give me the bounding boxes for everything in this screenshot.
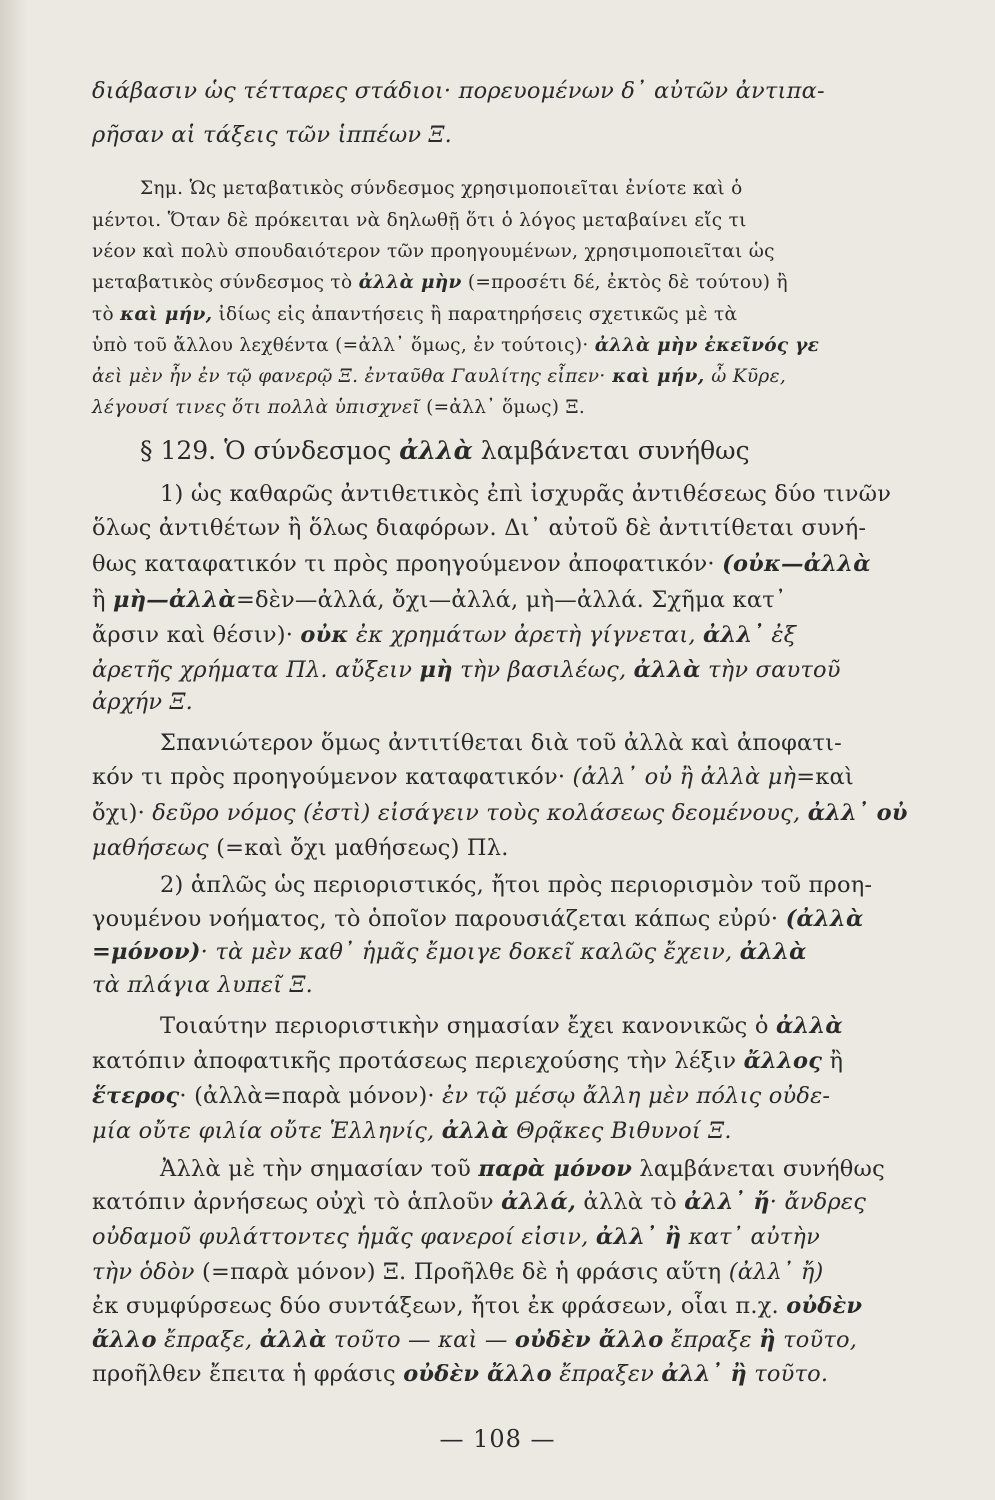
text-run: (=ἀλλ᾽ ὅμως) Ξ. bbox=[419, 397, 585, 418]
text-run: λέγουσί τινες ὅτι πολλὰ ὑπισχνεῖ bbox=[92, 397, 420, 418]
text-run: ὑπὸ τοῦ ἄλλου λεχθέντα (=ἀλλ᾽ ὅμως, ἐν τούτοις)· bbox=[92, 335, 595, 356]
emphasis: =μόνον) bbox=[92, 939, 201, 965]
text-run: κατόπιν ἀποφατικῆς προτάσεως περιεχούσης τὴν λέξιν bbox=[92, 1048, 744, 1074]
text-run: ἀλλὰ τὸ bbox=[576, 1189, 685, 1215]
emphasis: καὶ μήν, bbox=[120, 304, 213, 325]
text-run: ἐν τῷ μέσῳ ἄλλη μὲν πόλις οὐδε- bbox=[442, 1083, 831, 1109]
emphasis: οὐδὲν bbox=[786, 1293, 863, 1319]
emphasis: ἀλλὰ bbox=[259, 1327, 327, 1353]
text-run: μία οὔτε φιλία οὔτε Ἑλληνίς, bbox=[92, 1118, 442, 1144]
text-run: · τὰ μὲν καθ᾽ ἡμᾶς ἔμοιγε δοκεῖ καλῶς ἔχειν, bbox=[200, 939, 740, 965]
emphasis: ἀλλ᾽ ἢ bbox=[661, 1361, 747, 1387]
emphasis: οὐδὲν ἄλλο bbox=[514, 1327, 664, 1353]
emphasis: ἀλλὰ bbox=[399, 436, 473, 465]
text-run: ὄχι)· bbox=[92, 800, 153, 826]
text-line bbox=[92, 1048, 914, 1074]
text-line bbox=[92, 1327, 914, 1353]
text-line: Σπανιώτερον ὅμως ἀντιτίθεται διὰ τοῦ ἀλλὰ καὶ ἀποφατι- bbox=[160, 730, 842, 756]
text-line bbox=[92, 587, 914, 613]
text-run: ἀρετῆς χρήματα Πλ. bbox=[92, 657, 336, 683]
text-run: (ἀλλ᾽ ἤ) bbox=[728, 1259, 824, 1285]
note-line: νέον καὶ πολὺ σπουδαιότερον τῶν προηγουμένων, χρησιμοποιεῖται ὡς bbox=[92, 241, 775, 262]
section-number: § 129. bbox=[140, 436, 217, 465]
text-run: Ἀλλὰ μὲ τὴν σημασίαν τοῦ bbox=[160, 1156, 479, 1182]
emphasis: ἄλλος bbox=[743, 1048, 823, 1074]
text-run: Τοιαύτην περιοριστικὴν σημασίαν ἔχει κανονικῶς ὁ bbox=[160, 1013, 776, 1039]
emphasis: ἀλλὰ bbox=[775, 1013, 843, 1039]
text-run: (=προσέτι δέ, ἐκτὸς δὲ τούτου) ἢ bbox=[461, 272, 788, 293]
text-line bbox=[92, 657, 914, 683]
text-run: κατ᾽ αὐτὴν bbox=[681, 1224, 820, 1250]
text-run: =δὲν—ἀλλά, ὄχι—ἀλλά, μὴ—ἀλλά. Σχῆμα κατ᾽ bbox=[235, 587, 787, 613]
emphasis: ἀλλὰ μὴν bbox=[358, 272, 462, 293]
text-line: τὰ πλάγια λυπεῖ Ξ. bbox=[92, 972, 314, 998]
text-run: τὴν ὁδὸν bbox=[92, 1259, 195, 1285]
text-run: ἐκ χρημάτων ἀρετὴ γίγνεται, bbox=[348, 622, 704, 648]
text-run: τὴν σαυτοῦ bbox=[700, 657, 841, 683]
text-run: · ἄνδρες bbox=[769, 1189, 866, 1215]
text-run: θως καταφατικόν τι πρὸς προηγούμενον ἀποφατικόν· bbox=[92, 551, 723, 577]
text-run: αὔξειν bbox=[335, 657, 420, 683]
text-line: ρῆσαν αἱ τάξεις τῶν ἱππέων Ξ. bbox=[92, 122, 452, 148]
text-run: τοῦτο. bbox=[746, 1361, 829, 1387]
emphasis: ἀλλ᾽ οὐ bbox=[807, 800, 908, 826]
text-run: προῆλθεν ἔπειτα ἡ φράσις bbox=[92, 1361, 404, 1387]
text-run: (=παρὰ μόνον) Ξ. Προῆλθε δὲ ἡ φράσις αὕτη bbox=[194, 1259, 729, 1285]
emphasis: ἀλλ᾽ ἤ bbox=[684, 1189, 770, 1215]
text-run: ἔπραξε bbox=[663, 1327, 760, 1353]
text-line: ὅλως ἀντιθέτων ἢ ὅλως διαφόρων. Δι᾽ αὐτοῦ δὲ ἀντιτίθεται συνή- bbox=[92, 515, 867, 541]
text-line: διάβασιν ὡς τέτταρες στάδιοι· πορευομένων δ᾽ αὐτῶν ἀντιπα- bbox=[92, 78, 825, 104]
emphasis: μὴ bbox=[419, 657, 453, 683]
text-line bbox=[92, 551, 914, 577]
text-run: ἢ bbox=[822, 1048, 844, 1074]
section-heading bbox=[140, 436, 914, 465]
text-run: ἐνταῦθα Γαυλίτης εἶπεν· bbox=[364, 366, 606, 387]
text-run: κατόπιν ἀρνήσεως οὐχὶ τὸ ἁπλοῦν bbox=[92, 1189, 502, 1215]
text-run: τὴν βασιλέως, bbox=[452, 657, 634, 683]
note-line: Σημ. Ὡς μεταβατικὸς σύνδεσμος χρησιμοποιεῖται ἐνίοτε καὶ ὁ bbox=[140, 178, 743, 199]
text-run: ἔπραξε, bbox=[156, 1327, 260, 1353]
text-line bbox=[92, 1224, 914, 1250]
note-line: μέντοι. Ὅταν δὲ πρόκειται νὰ δηλωθῇ ὅτι ὁ λόγος μεταβαίνει εἴς τι bbox=[92, 210, 747, 231]
text-run: Θρᾷκες Βιθυνοί Ξ. bbox=[508, 1118, 732, 1144]
note-line bbox=[92, 272, 914, 293]
note-line bbox=[92, 397, 914, 418]
text-line bbox=[92, 1293, 914, 1319]
emphasis: παρὰ μόνον bbox=[478, 1156, 633, 1182]
note-line bbox=[92, 366, 914, 387]
text-line: ἀρχήν Ξ. bbox=[92, 689, 193, 715]
text-run: · (ἀλλὰ=παρὰ μόνον)· bbox=[179, 1083, 443, 1109]
note-line bbox=[92, 304, 914, 325]
text-line bbox=[92, 1189, 914, 1215]
text-run: ἔπραξεν bbox=[551, 1361, 662, 1387]
text-run: τοῦτο, bbox=[775, 1327, 858, 1353]
text-run: γουμένου νοήματος, τὸ ὁποῖον παρουσιάζεται κάπως εὐρύ· bbox=[92, 906, 786, 932]
emphasis: ἀλλὰ bbox=[739, 939, 807, 965]
text-line bbox=[92, 1118, 914, 1144]
text-run: μεταβατικὸς σύνδεσμος τὸ bbox=[92, 272, 359, 293]
note-line bbox=[92, 335, 914, 356]
emphasis: μὴ—ἀλλὰ bbox=[113, 587, 236, 613]
text-run: ἀεὶ μὲν ἦν ἐν τῷ φανερῷ Ξ. bbox=[92, 366, 365, 387]
emphasis: καὶ μήν, bbox=[605, 366, 712, 387]
emphasis: ἀλλὰ bbox=[633, 657, 701, 683]
text-run: =καὶ bbox=[796, 764, 854, 790]
text-run: ἢ bbox=[92, 587, 114, 613]
emphasis: ἀλλὰ μὴν ἐκεῖνός γε bbox=[594, 335, 820, 356]
page-gutter-shadow bbox=[0, 0, 28, 1500]
text-run: (ἀλλ᾽ οὐ ἢ ἀλλὰ μὴ bbox=[572, 764, 797, 790]
text-line bbox=[92, 835, 914, 861]
page-number: — 108 — bbox=[439, 1425, 556, 1453]
text-line: 1) ὡς καθαρῶς ἀντιθετικὸς ἐπὶ ἰσχυρᾶς ἀντιθέσεως δύο τινῶν bbox=[160, 481, 892, 507]
text-line bbox=[92, 622, 914, 648]
emphasis: ἀλλὰ bbox=[441, 1118, 509, 1144]
text-line: 2) ἁπλῶς ὡς περιοριστικός, ἤτοι πρὸς περιορισμὸν τοῦ προη- bbox=[160, 872, 873, 898]
emphasis: ἄλλο bbox=[92, 1327, 157, 1353]
text-run: οὐδαμοῦ φυλάττοντες ἡμᾶς φανεροί εἰσιν, bbox=[92, 1224, 596, 1250]
text-line bbox=[92, 764, 914, 790]
text-run: δεῦρο νόμος (ἐστὶ) εἰσάγειν τοὺς κολάσεως δεομένους, bbox=[152, 800, 808, 826]
emphasis: ἀλλ᾽ ἢ bbox=[595, 1224, 682, 1250]
text-run: ἐξ bbox=[763, 622, 797, 648]
text-run: κόν τι πρὸς προηγούμενον καταφατικόν· bbox=[92, 764, 573, 790]
text-run: ὦ Κῦρε, bbox=[711, 366, 787, 387]
text-run: τοῦτο — καὶ — bbox=[326, 1327, 515, 1353]
text-run: μαθήσεως bbox=[92, 835, 209, 861]
text-run: λαμβάνεται συνήθως bbox=[472, 436, 750, 465]
text-line bbox=[92, 800, 914, 826]
emphasis: ἀλλά, bbox=[501, 1189, 577, 1215]
text-line bbox=[92, 939, 914, 965]
text-run: Ὁ σύνδεσμος bbox=[216, 436, 400, 465]
text-run: (=καὶ ὄχι μαθήσεως) Πλ. bbox=[208, 835, 509, 861]
text-line bbox=[92, 1083, 914, 1109]
emphasis: οὐκ bbox=[300, 622, 349, 648]
text-line bbox=[92, 906, 914, 932]
text-run: ἄρσιν καὶ θέσιν)· bbox=[92, 622, 301, 648]
text-line bbox=[92, 1361, 914, 1387]
emphasis: (ἀλλὰ bbox=[785, 906, 864, 932]
emphasis: ἕτερος bbox=[92, 1083, 180, 1109]
text-run: ἐκ συμφύρσεως δύο συντάξεων, ἤτοι ἐκ φράσεων, οἷαι π.χ. bbox=[92, 1293, 787, 1319]
text-line bbox=[160, 1156, 914, 1182]
text-run: τὸ bbox=[92, 304, 121, 325]
emphasis: ἀλλ᾽ bbox=[703, 622, 764, 648]
emphasis: ἢ bbox=[759, 1327, 776, 1353]
text-line bbox=[92, 1259, 914, 1285]
emphasis: (οὐκ—ἀλλὰ bbox=[722, 551, 871, 577]
text-run: λαμβάνεται συνήθως bbox=[632, 1156, 885, 1182]
text-line bbox=[160, 1013, 914, 1039]
text-run: ἰδίως εἰς ἀπαντήσεις ἢ παρατηρήσεις σχετικῶς μὲ τὰ bbox=[212, 304, 738, 325]
emphasis: οὐδὲν ἄλλο bbox=[403, 1361, 552, 1387]
